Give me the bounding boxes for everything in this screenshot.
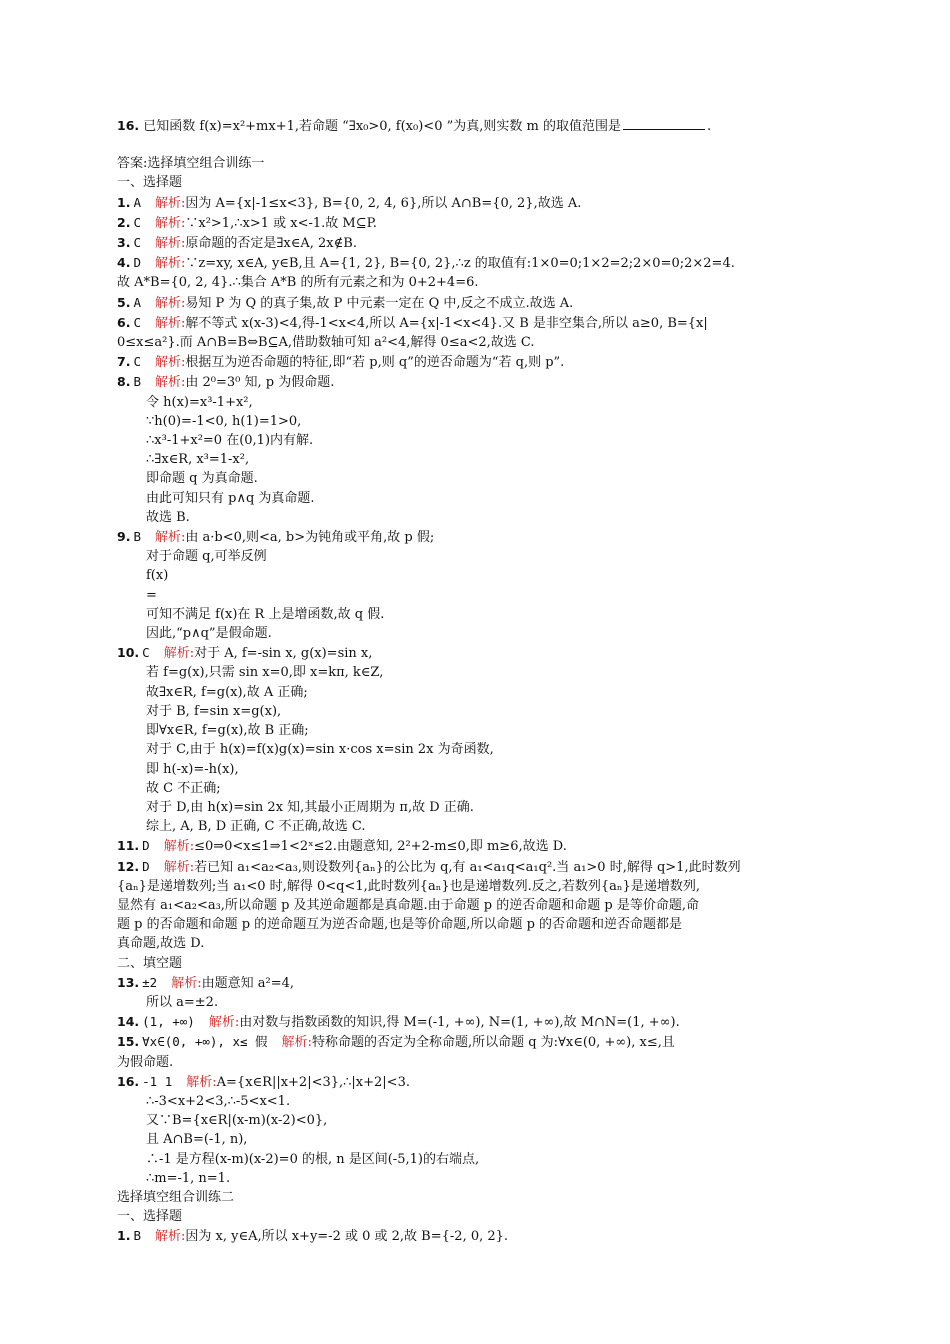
item-text: A={x∈R||x+2|<3},∴|x+2|<3. [216,1074,410,1090]
item-text: 由 a·b<0,则<a, b>为钝角或平角,故 p 假; [185,530,435,546]
item-line: 对于 B, f=sin x=g(x), [146,703,282,719]
item-answer: B [133,529,141,545]
item-line: 对于 D,由 h(x)=sin 2x 知,其最小正周期为 π,故 D 正确. [146,799,474,815]
answer-item-3 [117,233,842,253]
item-continuation: {aₙ}是递增数列;当 a₁<0 时,解得 0<q<1,此时数列{aₙ}也是递增数列.反之,若数列{aₙ}是递增数列, [117,878,700,894]
answer-item-14 [117,1012,842,1032]
answer-item-5 [117,293,842,313]
question-end: . [706,119,712,134]
analysis-label: 解析: [154,375,186,391]
item-text: 特称命题的否定为全称命题,所以命题 q 为:∀x∈(0, +∞), x≤,且 [311,1035,675,1051]
analysis-label: 解析: [154,315,186,331]
question-number: 16. [117,118,140,133]
item-number: 7. [117,354,131,370]
item-number: 1. [117,194,131,210]
answer-item-6 [117,313,842,333]
answer-item-15 [117,1032,842,1052]
item-text: ∵z=xy, x∈A, y∈B,且 A={1, 2}, B={0, 2},∴z 的取值有:1×0=0;1×2=2;2×0=0;2×2=4. [185,256,735,272]
analysis-label: 解析: [154,530,186,546]
item-answer: D [142,838,150,854]
item-answer: B [133,1228,141,1244]
item-line: 对于 C,由于 h(x)=f(x)g(x)=sin x·cos x=sin 2x 为奇函数, [146,742,494,758]
analysis-label: 解析: [186,1074,217,1090]
answer-item-1 [117,193,842,213]
item-continuation: 题 p 的否命题和命题 p 的逆命题互为逆否命题,也是等价命题,所以命题 p 的否命题和逆否命题都是 [117,917,683,933]
analysis-label: 解析: [154,256,186,272]
analysis-label: 解析: [154,215,186,231]
item-line: ∴x³-1+x²=0 在(0,1)内有解. [146,433,314,449]
item-answer: C [133,354,141,370]
section-title: 选择填空组合训练二 [117,1189,235,1205]
item-line: = [146,587,157,603]
item-line: 又∵B={x∈R|(x-m)(x-2)<0}, [146,1113,328,1129]
item-answer: C [142,645,150,661]
item-text: 由题意知 a²=4, [201,975,294,991]
section-heading: 一、选择题 [117,175,183,191]
item-text: 因为 A={x|-1≤x<3}, B={0, 2, 4, 6},所以 A∩B={0, 2},故选 A. [185,195,582,211]
item-line: ∴∃x∈R, x³=1-x², [146,452,250,468]
item-number: 5. [117,294,131,310]
item-text: 解不等式 x(x-3)<4,得-1<x<4,所以 A={x|-1<x<4}.又 B 是非空集合,所以 a≥0, B={x| [185,315,708,331]
answer-item-16 [117,1072,842,1092]
item-number: 3. [117,235,131,251]
item-line: ∴-3<x+2<3,∴-5<x<1. [146,1093,291,1109]
item-line: 即 h(-x)=-h(x), [146,761,239,777]
item-line: ∴-1 是方程(x-m)(x-2)=0 的根, n 是区间(-5,1)的右端点, [146,1151,480,1167]
item-number: 10. [117,645,140,661]
item-text: 对于 A, f=-sin x, g(x)=sin x, [194,646,373,662]
analysis-label: 解析: [281,1035,312,1051]
item-number: 13. [117,974,140,990]
answer-blank [623,117,705,130]
item-continuation: 显然有 a₁<a₂<a₃,所以命题 p 及其逆命题都是真命题.由于命题 p 的逆否命题和命题 p 是等价命题,命 [117,897,699,913]
answer-item-8 [117,372,842,392]
item-line: 可知不满足 f(x)在 R 上是增函数,故 q 假. [146,606,385,622]
analysis-label: 解析: [163,859,195,875]
item-line: 若 f=g(x),只需 sin x=0,即 x=kπ, k∈Z, [146,665,384,681]
item-answer: D [133,255,141,271]
item-line: 故选 B. [146,509,190,525]
analysis-label: 解析: [154,236,186,252]
item-line: 所以 a=±2. [146,994,219,1010]
analysis-label: 解析: [171,975,202,991]
item-number: 6. [117,314,131,330]
answer-item-7 [117,352,842,372]
item-line: 即命题 q 为真命题. [146,471,258,487]
item-number: 11. [117,838,140,854]
answer-item-9 [117,527,842,547]
answer-item-2 [117,213,842,233]
item-number: 9. [117,529,131,545]
item-line: ∴m=-1, n=1. [146,1170,231,1186]
item-answer: C [133,314,141,330]
item-answer: ∀x∈(0, +∞), x≤ 假 [142,1034,268,1050]
section-heading: 一、选择题 [117,1209,183,1225]
item-answer: -1 1 [142,1073,173,1089]
item-text: 由对数与指数函数的知识,得 M=(-1, +∞), N=(1, +∞),故 M∩N=(1, +∞). [239,1015,680,1031]
item-continuation: 真命题,故选 D. [117,936,205,952]
item-line: 即∀x∈R, f=g(x),故 B 正确; [146,723,309,739]
answer-item-10 [117,643,842,663]
item-number: 8. [117,374,131,390]
item-text: ∵x²>1,∴x>1 或 x<-1.故 M⊆P. [185,215,377,231]
item-answer: C [133,235,141,251]
analysis-label: 解析: [208,1015,240,1031]
item-line: 因此,“p∧q”是假命题. [146,626,272,642]
item-text: ≤0⇒0<x≤1⇒1<2ˣ≤2.由题意知, 2²+2-m≤0,即 m≥6,故选 D. [194,839,567,855]
item-line: f(x) [146,568,169,584]
item-number: 15. [117,1034,140,1050]
analysis-label: 解析: [154,1229,186,1245]
spacer [117,136,842,154]
question-16 [117,116,842,136]
answer-item-4 [117,253,842,273]
answer-item-11 [117,836,842,856]
item-text: 因为 x, y∈A,所以 x+y=-2 或 0 或 2,故 B={-2, 0, 2}. [185,1229,509,1245]
item-answer: A [133,194,141,210]
item-line: 对于命题 q,可举反例 [146,549,267,565]
item-answer: A [133,294,141,310]
item-line: 由此可知只有 p∧q 为真命题. [146,490,315,506]
section-heading: 二、填空题 [117,955,183,971]
question-text: 已知函数 f(x)=x²+mx+1,若命题 “∃x₀>0, f(x₀)<0 ”为真,则实数 m 的取值范围是 [143,119,621,134]
item-number: 14. [117,1014,140,1030]
answer-item-b1 [117,1226,842,1246]
item-answer: ±2 [142,974,158,990]
item-text: 原命题的否定是∃x∈A, 2x∉B. [185,236,357,252]
item-continuation: 为假命题. [117,1054,174,1070]
analysis-label: 解析: [154,195,186,211]
item-text: 由 2⁰=3⁰ 知, p 为假命题. [185,375,335,391]
item-line: 故∃x∈R, f=g(x),故 A 正确; [146,684,308,700]
analysis-label: 解析: [163,646,195,662]
item-number: 2. [117,214,131,230]
answer-item-12 [117,857,842,877]
answer-title: 答案:选择填空组合训练一 [117,156,265,172]
analysis-label: 解析: [154,355,186,371]
item-answer: B [133,374,141,390]
item-line: ∵h(0)=-1<0, h(1)=1>0, [146,413,302,429]
item-answer: D [142,858,150,874]
item-number: 16. [117,1073,140,1089]
item-text: 根据互为逆否命题的特征,即“若 p,则 q”的逆否命题为“若 q,则 p”. [185,355,565,371]
item-number: 12. [117,858,140,874]
item-text: 若已知 a₁<a₂<a₃,则设数列{aₙ}的公比为 q,有 a₁<a₁q<a₁q².当 a₁>0 时,解得 q>1,此时数列 [194,859,741,875]
item-number: 4. [117,255,131,271]
item-line: 故 C 不正确; [146,780,221,796]
item-line: 令 h(x)=x³-1+x², [146,394,253,410]
analysis-label: 解析: [154,295,186,311]
item-continuation: 0≤x≤a²}.而 A∩B=B⇔B⊆A,借助数轴可知 a²<4,解得 0≤a<2,故选 C. [117,335,535,351]
document-body [117,116,842,1247]
answer-item-13 [117,973,842,993]
item-text: 易知 P 为 Q 的真子集,故 P 中元素一定在 Q 中,反之不成立.故选 A. [185,295,574,311]
item-answer: C [133,214,141,230]
analysis-label: 解析: [163,839,195,855]
item-number: 1. [117,1228,131,1244]
item-line: 综上, A, B, D 正确, C 不正确,故选 C. [146,819,366,835]
item-line: 且 A∩B=(-1, n), [146,1132,248,1148]
item-answer: (1, +∞) [142,1014,195,1030]
item-continuation: 故 A*B={0, 2, 4}.∴集合 A*B 的所有元素之和为 0+2+4=6. [117,275,479,291]
